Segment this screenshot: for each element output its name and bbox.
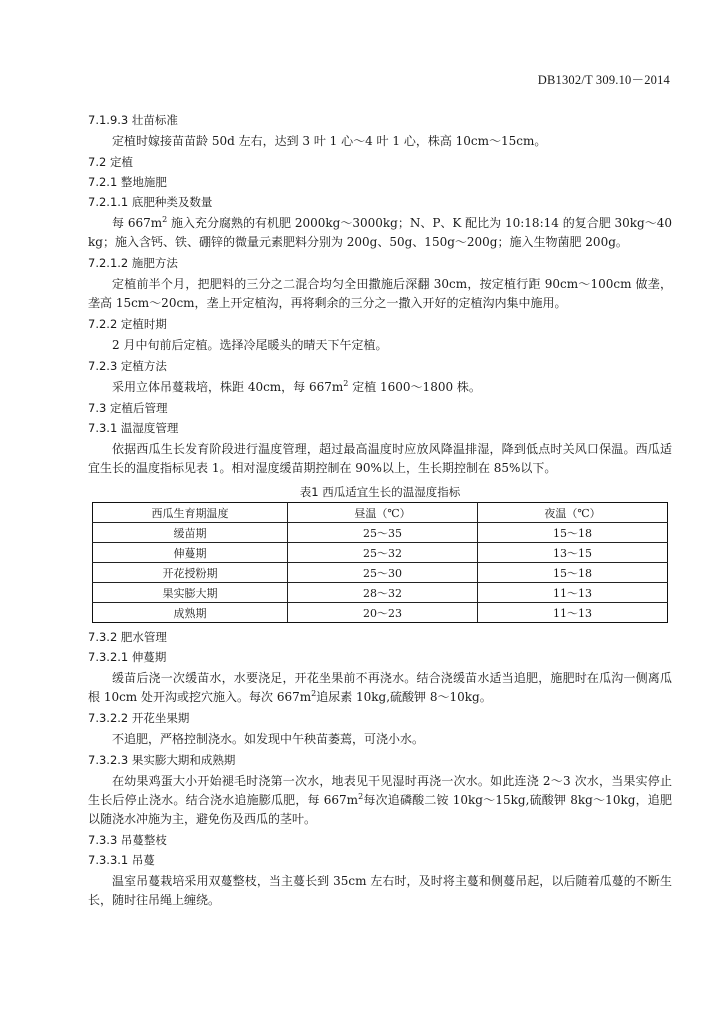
table-cell: 开花授粉期 <box>93 563 288 583</box>
paragraph-vine-hanging: 温室吊蔓栽培采用双蔓整枝，当主蔓长到 35cm 左右时，及时将主蔓和侧蔓吊起，以后随着瓜蔓的不断生长，随时往吊绳上缠绕。 <box>88 874 672 907</box>
table-cell: 25～30 <box>288 563 478 583</box>
heading-7-1-9-3: 7.1.9.3 壮苗标准 <box>88 113 178 127</box>
heading-7-2: 7.2 定植 <box>88 155 133 169</box>
heading-7-2-1: 7.2.1 整地施肥 <box>88 175 167 189</box>
table-cell: 15～18 <box>478 563 668 583</box>
table-cell: 25～35 <box>288 523 478 543</box>
table-header-row <box>93 503 668 523</box>
text-part: 每 667m <box>112 216 163 230</box>
document-body <box>88 112 672 913</box>
paragraph-seedling-standard: 定植时嫁接苗苗龄 50d 左右，达到 3 叶 1 心～4 叶 1 心，株高 10cm～15cm。 <box>112 134 547 148</box>
heading-7-3-2-1: 7.3.2.1 伸蔓期 <box>88 650 167 664</box>
heading-7-3-3: 7.3.3 吊蔓整枝 <box>88 833 167 847</box>
heading-7-3-2-3: 7.3.2.3 果实膨大期和成熟期 <box>88 753 236 767</box>
text-part: 追尿素 10kg,硫酸钾 8～10kg。 <box>316 690 492 704</box>
table-cell: 25～32 <box>288 543 478 563</box>
paragraph-base-fertilizer <box>88 214 672 252</box>
table-cell: 成熟期 <box>93 603 288 623</box>
heading-7-2-2: 7.2.2 定植时期 <box>88 317 167 331</box>
heading-7-2-1-2: 7.2.1.2 施肥方法 <box>88 256 178 270</box>
heading-7-2-3: 7.2.3 定植方法 <box>88 359 167 373</box>
table-header-cell: 西瓜生育期温度 <box>93 503 288 523</box>
table-cell: 13～15 <box>478 543 668 563</box>
table-caption: 表1 西瓜适宜生长的温湿度指标 <box>299 485 461 499</box>
text-part: 定植 1600～1800 株。 <box>348 380 481 394</box>
table-cell: 11～13 <box>478 583 668 603</box>
heading-7-2-1-1: 7.2.1.1 底肥种类及数量 <box>88 195 213 209</box>
text-part: 采用立体吊蔓栽培，株距 40cm，每 667m <box>112 380 344 394</box>
table-cell: 15～18 <box>478 523 668 543</box>
table-row <box>93 523 668 543</box>
table-cell: 伸蔓期 <box>93 543 288 563</box>
paragraph-fertilizing-method: 定植前半个月，把肥料的三分之二混合均匀全田撒施后深翻 30cm，按定植行距 90cm～100cm 做垄，垄高 15cm～20cm，垄上开定植沟，再将剩余的三分之一撒入开好的定植沟内集中施用。 <box>88 277 672 310</box>
table-cell: 11～13 <box>478 603 668 623</box>
superscript: 2 <box>311 689 317 698</box>
text-part: 每次追磷酸二铵 10kg～15kg,硫酸钾 8kg～10kg，追肥以随浇水冲施为主，避免伤及西瓜的茎叶。 <box>88 793 673 826</box>
paragraph-flowering-stage: 不追肥，严格控制浇水。如发现中午秧苗萎蔫，可浇小水。 <box>112 732 425 746</box>
superscript: 2 <box>162 215 168 224</box>
standard-code: DB1302/T 309.10－2014 <box>537 73 670 87</box>
heading-7-3: 7.3 定植后管理 <box>88 401 168 415</box>
text-part: 施入充分腐熟的有机肥 2000kg～3000kg；N、P、K 配比为 10:18:14 的复合肥 30kg～40kg；施入含钙、铁、硼锌的微量元素肥料分别为 200g、50g、150g～200g；施入生物菌肥 200g。 <box>88 216 673 249</box>
heading-7-3-2-2: 7.3.2.2 开花坐果期 <box>88 711 190 725</box>
text-part: 在幼果鸡蛋大小开始褪毛时浇第一次水，地表见干见湿时再浇一次水。如此连浇 2～3 次水，当果实停止生长后停止浇水。结合浇水追施膨瓜肥，每 667m <box>88 774 672 807</box>
heading-7-3-3-1: 7.3.3.1 吊蔓 <box>88 853 155 867</box>
table-row <box>93 563 668 583</box>
table-cell: 28～32 <box>288 583 478 603</box>
table-cell: 缓苗期 <box>93 523 288 543</box>
paragraph-planting-time: 2 月中旬前后定植。选择冷尾暖头的晴天下午定植。 <box>112 338 388 352</box>
table-row <box>93 583 668 603</box>
table-cell: 20～23 <box>288 603 478 623</box>
table-header-cell: 昼温（℃） <box>288 503 478 523</box>
heading-7-3-1: 7.3.1 温湿度管理 <box>88 421 179 435</box>
table-row <box>93 543 668 563</box>
table-row <box>93 603 668 623</box>
heading-7-3-2: 7.3.2 肥水管理 <box>88 630 167 644</box>
text-part: 缓苗后浇一次缓苗水，水要浇足，开花坐果前不再浇水。结合浇缓苗水适当追肥，施肥时在瓜沟一侧离瓜根 10cm 处开沟或挖穴施入。每次 667m <box>88 671 672 704</box>
paragraph-temperature-management: 依据西瓜生长发育阶段进行温度管理，超过最高温度时应放风降温排湿，降到低点时关风口保温。西瓜适宜生长的温度指标见表 1。相对湿度缓苗期控制在 90%以上，生长期控制在 85%以下。 <box>88 442 672 475</box>
temperature-table <box>92 502 668 623</box>
paragraph-fruit-expansion <box>88 772 672 829</box>
superscript: 2 <box>343 379 349 388</box>
table-header-cell: 夜温（℃） <box>478 503 668 523</box>
superscript: 2 <box>358 792 364 801</box>
paragraph-vine-stage <box>88 669 672 707</box>
paragraph-planting-method <box>88 378 672 397</box>
table-cell: 果实膨大期 <box>93 583 288 603</box>
